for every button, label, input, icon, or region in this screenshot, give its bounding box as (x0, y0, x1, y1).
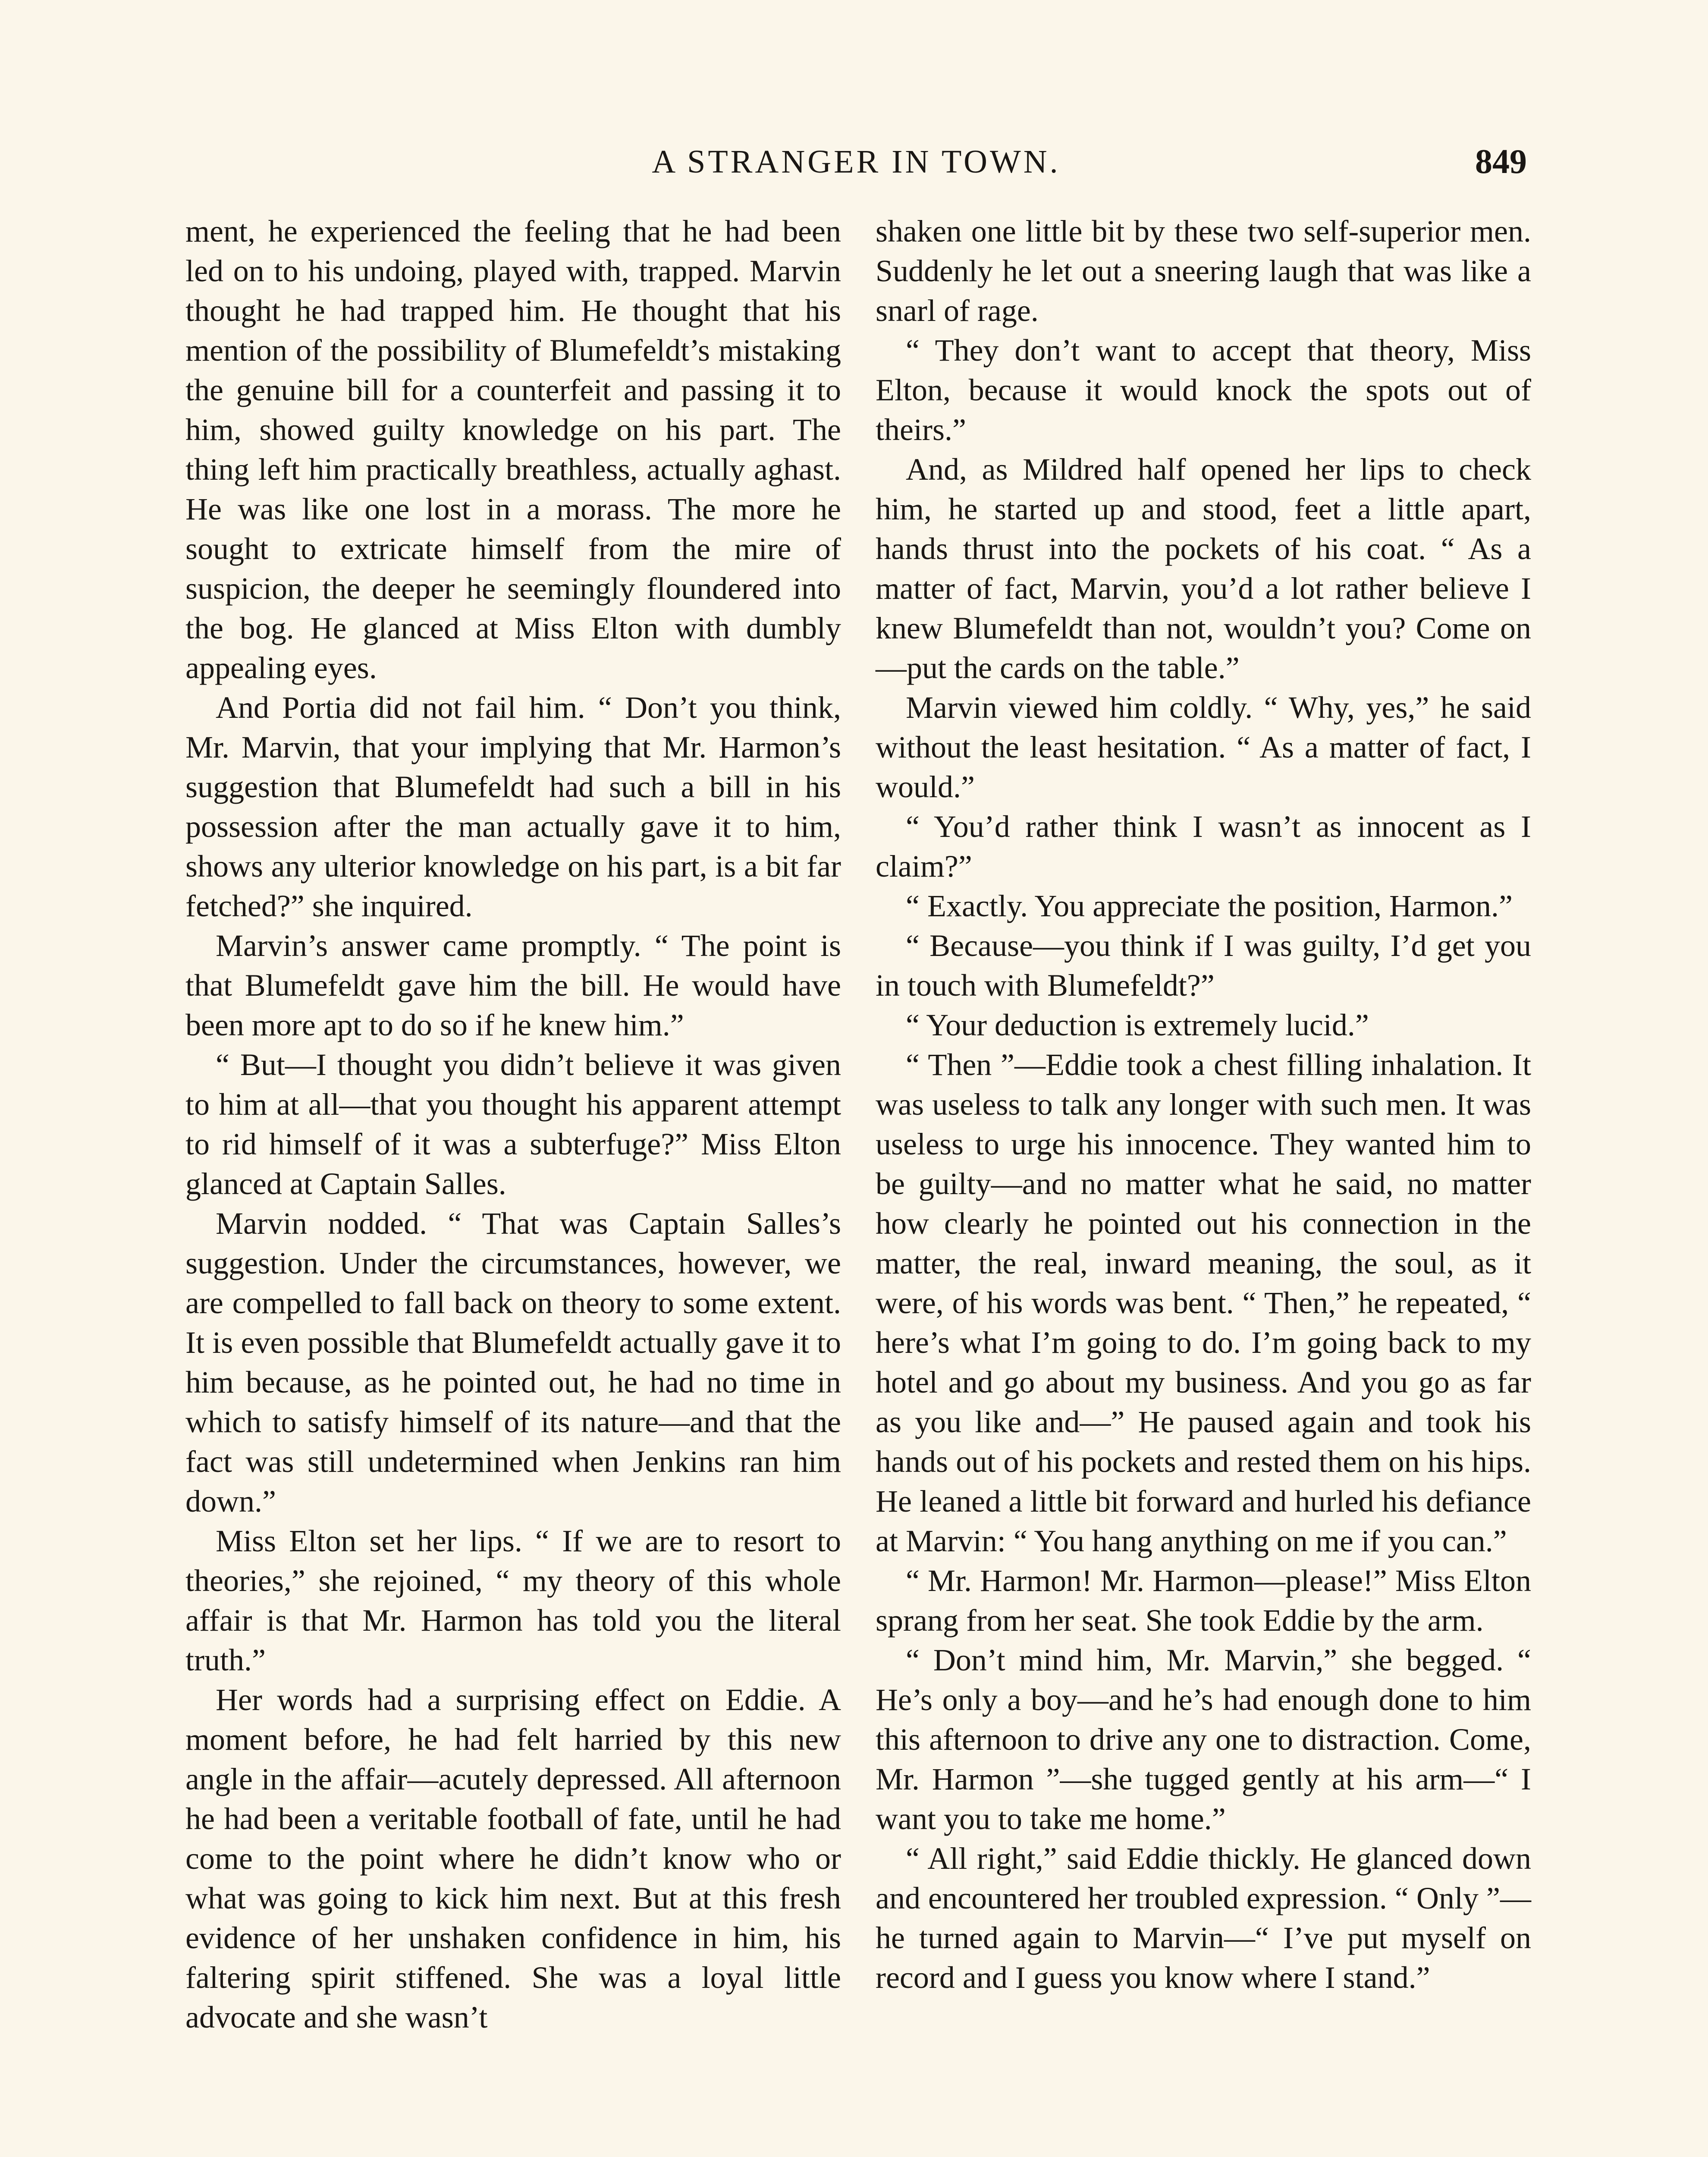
paragraph: “ Mr. Harmon! Mr. Harmon—please!” Miss Elton sprang from her seat. She took Eddie by the arm. (876, 1563, 1531, 1638)
paragraph: shaken one little bit by these two self-superior men. Suddenly he let out a sneering laugh that was like a snarl of rage. (876, 214, 1531, 328)
running-title: A STRANGER IN TOWN. (652, 144, 1061, 180)
paragraph: “ Your deduction is extremely lucid.” (906, 1008, 1369, 1042)
page-number: 849 (1475, 143, 1527, 181)
paragraph: “ But—I thought you didn’t believe it was given to him at all—that you thought his apparent attempt to rid himself of it was a subterfuge?” Miss Elton glanced at Captain Salles. (185, 1047, 841, 1201)
paragraph: “ All right,” said Eddie thickly. He glanced down and encountered her troubled expression. “ Only ”—he turned again to Marvin—“ I’ve put myself on record and I guess you know where I stand.” (876, 1841, 1531, 1995)
paragraph: Marvin viewed him coldly. “ Why, yes,” he said without the least hesitation. “ As a matter of fact, I would.” (876, 690, 1531, 804)
page-header (185, 138, 1527, 186)
paragraph: “ They don’t want to accept that theory, Miss Elton, because it would knock the spots out of theirs.” (876, 333, 1531, 447)
paragraph: ment, he experienced the feeling that he had been led on to his undoing, played with, trapped. Marvin thought he had trapped him. He thought that his mention of the possibility of Blumefeldt’s mistaking the genuine bill for a counterfeit and passing it to him, showed guilty knowledge on his part. The thing left him practically breathless, actually aghast. He was like one lost in a morass. The more he sought to extricate himself from the mire of suspicion, the deeper he seemingly floundered into the bog. He glanced at Miss Elton with dumbly appealing eyes. (185, 214, 841, 685)
paragraph: “ Don’t mind him, Mr. Marvin,” she begged. “ He’s only a boy—and he’s had enough done to him this afternoon to drive any one to distraction. Come, Mr. Harmon ”—she tugged gently at his arm—“ I want you to take me home.” (876, 1643, 1531, 1836)
paragraph: Miss Elton set her lips. “ If we are to resort to theories,” she rejoined, “ my theory of this whole affair is that Mr. Harmon has told you the literal truth.” (185, 1524, 841, 1677)
paragraph: Marvin nodded. “ That was Captain Salles’s suggestion. Under the circumstances, however, we are compelled to fall back on theory to some extent. It is even possible that Blumefeldt actually gave it to him because, as he pointed out, he had no time in which to satisfy himself of its nature—and that the fact was still undetermined when Jenkins ran him down.” (185, 1206, 841, 1519)
paragraph: “ Exactly. You appreciate the position, Harmon.” (906, 889, 1513, 923)
left-column (185, 211, 841, 2037)
paragraph: And Portia did not fail him. “ Don’t you think, Mr. Marvin, that your implying that Mr. Harmon’s suggestion that Blumefeldt had such a bill in his possession after the man actually gave it to him, shows any ulterior knowledge on his part, is a bit far fetched?” she inquired. (185, 690, 841, 923)
paragraph: “ Then ”—Eddie took a chest filling inhalation. It was useless to talk any longer with such men. It was useless to urge his innocence. They wanted him to be guilty—and no matter what he said, no matter how clearly he pointed out his connection in the matter, the real, inward meaning, the soul, as it were, of his words was bent. “ Then,” he repeated, “ here’s what I’m going to do. I’m going back to my hotel and go about my business. And you go as far as you like and—” He paused again and took his hands out of his pockets and rested them on his hips. He leaned a little bit forward and hurled his defiance at Marvin: “ You hang anything on me if you can.” (876, 1047, 1531, 1558)
paragraph: And, as Mildred half opened her lips to check him, he started up and stood, feet a little apart, hands thrust into the pockets of his coat. “ As a matter of fact, Marvin, you’d a lot rather believe I knew Blumefeldt than not, wouldn’t you? Come on—put the cards on the table.” (876, 452, 1531, 685)
right-column (876, 211, 1531, 1997)
paragraph: Marvin’s answer came promptly. “ The point is that Blumefeldt gave him the bill. He would have been more apt to do so if he knew him.” (185, 928, 841, 1042)
paragraph: “ You’d rather think I wasn’t as innocent as I claim?” (876, 809, 1531, 884)
paragraph: Her words had a surprising effect on Eddie. A moment before, he had felt harried by this new angle in the affair—acutely depressed. All afternoon he had been a veritable football of fate, until he had come to the point where he didn’t know who or what was going to kick him next. But at this fresh evidence of her unshaken confidence in him, his faltering spirit stiffened. She was a loyal little advocate and she wasn’t (185, 1682, 841, 2034)
paragraph: “ Because—you think if I was guilty, I’d get you in touch with Blumefeldt?” (876, 928, 1531, 1003)
